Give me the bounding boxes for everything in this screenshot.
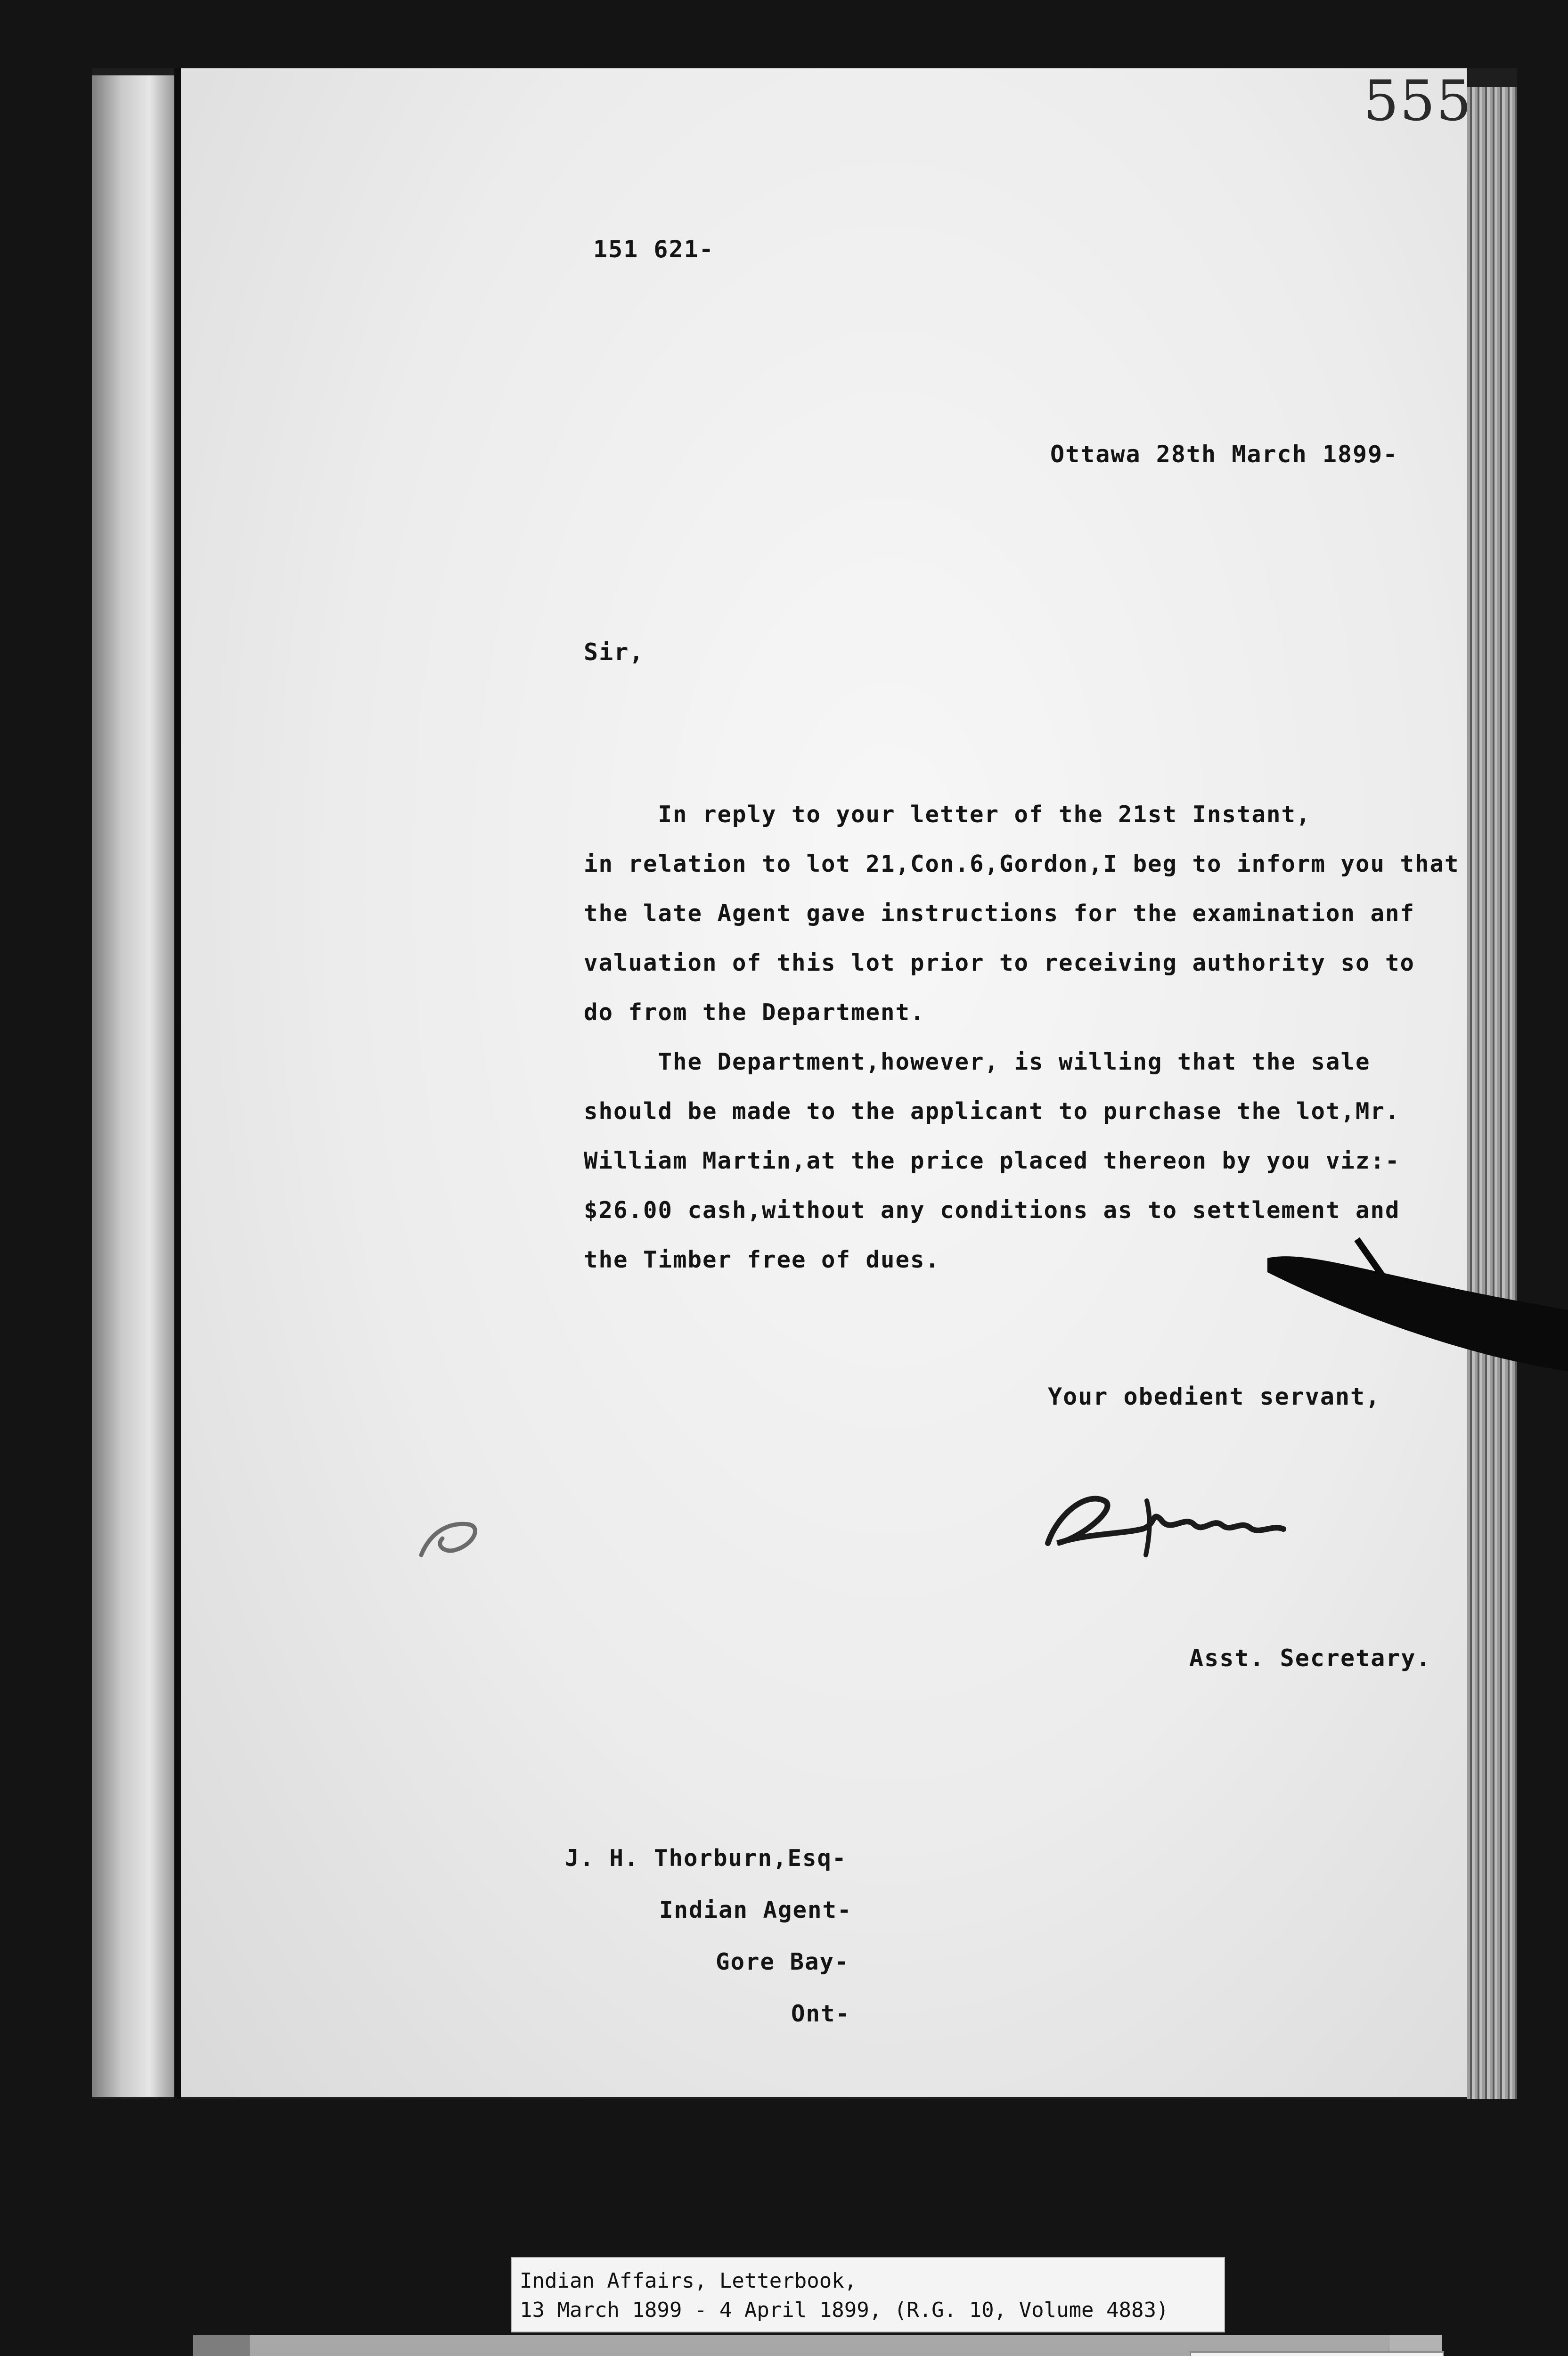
address-line: Gore Bay-	[716, 1948, 849, 1975]
book-page-scan	[92, 68, 1517, 2099]
address-line: Ont-	[791, 2000, 851, 2027]
tape-strip	[193, 2335, 250, 2356]
caption-line: Indian Affairs, Letterbook,	[520, 2269, 857, 2293]
signer-title: Asst. Secretary.	[1189, 1644, 1431, 1672]
address-line: Indian Agent-	[659, 1897, 852, 1923]
letter-closing: Your obedient servant,	[1048, 1383, 1381, 1410]
letter-body-line: the late Agent gave instructions for the examination anf	[584, 900, 1415, 927]
letter-body-line: $26.00 cash,without any conditions as to settlement and	[584, 1197, 1400, 1224]
address-line: J. H. Thorburn,Esq-	[565, 1845, 847, 1872]
letter-salutation: Sir,	[584, 638, 645, 666]
letter-body-line: in relation to lot 21,Con.6,Gordon,I beg to inform you that	[584, 851, 1460, 877]
signature-mark	[1029, 1472, 1293, 1567]
left-page-edge	[92, 75, 174, 2097]
letter-body-line: do from the Department.	[584, 999, 925, 1026]
letter-body-line: The Department,however, is willing that the sale	[584, 1048, 1371, 1075]
letter-body-line: William Martin,at the price placed thereon by you viz:-	[584, 1147, 1400, 1174]
page-number: 555	[1363, 68, 1472, 133]
letter-body-line: should be made to the applicant to purchase the lot,Mr.	[584, 1098, 1400, 1125]
pen-pointer-icon	[1234, 1220, 1568, 1409]
poor-copy-note	[1190, 2351, 1444, 2356]
letter-reference-number: 151 621-	[593, 236, 714, 263]
right-page-edges	[1467, 87, 1517, 2099]
letter-dateline: Ottawa 28th March 1899-	[1050, 441, 1398, 468]
book-gutter	[174, 68, 181, 2099]
faint-stamp-mark	[416, 1513, 487, 1564]
letter-page	[181, 68, 1467, 2097]
letter-body-line: valuation of this lot prior to receiving authority so to	[584, 949, 1415, 976]
caption-line: 13 March 1899 - 4 April 1899, (R.G. 10, Volume 4883)	[520, 2298, 1169, 2322]
letter-body-line: the Timber free of dues.	[584, 1246, 940, 1273]
letter-body-line: In reply to your letter of the 21st Instant,	[584, 801, 1311, 828]
archive-caption-label	[511, 2257, 1225, 2332]
